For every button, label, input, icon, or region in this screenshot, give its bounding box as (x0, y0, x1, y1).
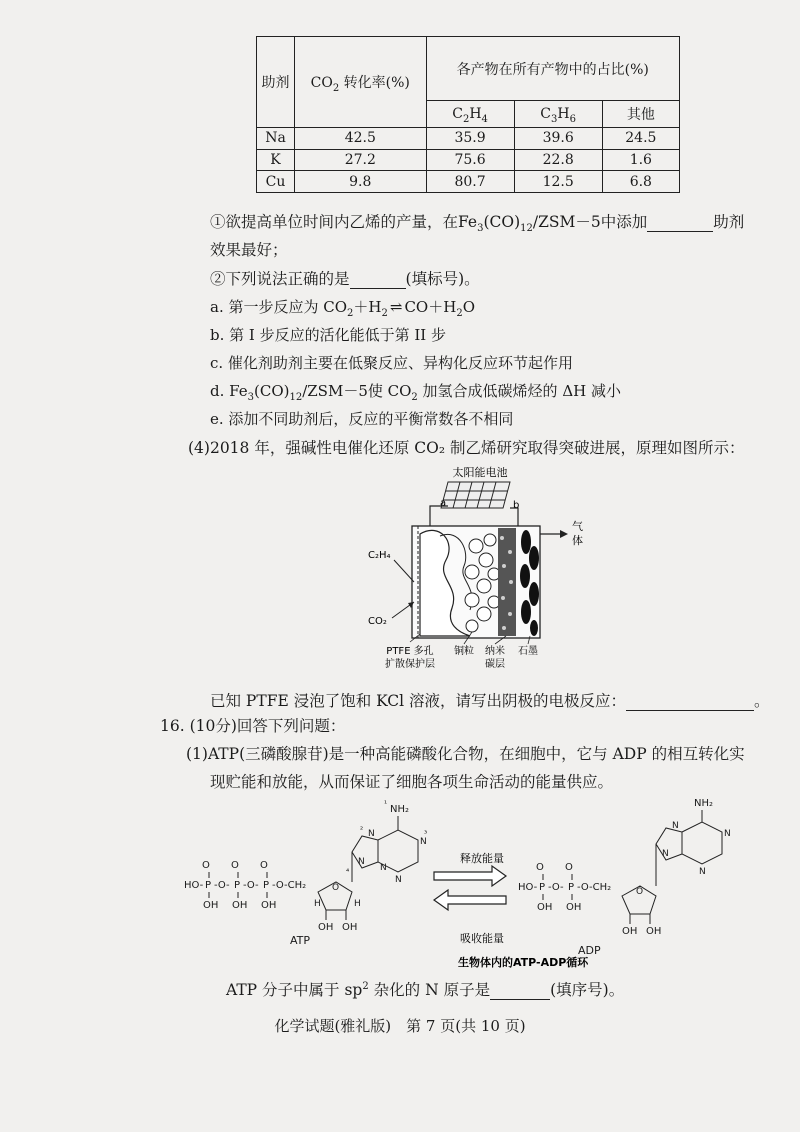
answer-blank-1[interactable] (647, 231, 713, 232)
catalyst-data-table (256, 36, 680, 193)
cell-c2h4: 75.6 (426, 149, 514, 171)
svg-text:O: O (202, 860, 210, 871)
cell-catalyst: K (257, 149, 295, 171)
cell-conversion: 9.8 (295, 171, 427, 193)
terminal-b-label: b (513, 500, 520, 511)
svg-text:-O-: -O- (214, 880, 230, 891)
cell-other: 6.8 (602, 171, 679, 193)
gas-label-2: 体 (572, 534, 583, 547)
n-label-3: ³ (424, 829, 428, 838)
svg-text:P: P (205, 880, 212, 891)
answer-blank-2[interactable] (350, 288, 406, 289)
cell-other: 1.6 (602, 149, 679, 171)
graphite-label: 石墨 (518, 646, 538, 657)
svg-text:OH: OH (318, 922, 334, 933)
answer-blank-cathode[interactable] (626, 710, 754, 711)
svg-text:N: N (699, 867, 706, 877)
question-2: ②下列说法正确的是 (填标号)。 (210, 270, 480, 288)
svg-text:H: H (314, 899, 321, 909)
header-conversion: $CO_2$ 转化率(%) (295, 37, 427, 128)
reverse-arrow (434, 890, 506, 910)
ptfe-label-2: 扩散保护层 (385, 659, 435, 670)
svg-text:OH: OH (203, 900, 219, 911)
nano-label-1: 纳米 (485, 646, 505, 657)
question-1-line2: 效果最好； (210, 241, 288, 259)
svg-text:N: N (368, 829, 375, 839)
cell-c2h4: 35.9 (426, 127, 514, 149)
cathode-question: 已知 PTFE 浸泡了饱和 KCl 溶液，请写出阴极的电极反应： 。 (210, 692, 770, 710)
terminal-a-label: a (440, 498, 447, 509)
cell-other: 24.5 (602, 127, 679, 149)
electrocatalysis-figure (360, 462, 600, 684)
solar-panel-icon (441, 482, 510, 508)
option-b: b. 第 I 步反应的活化能低于第 II 步 (210, 326, 446, 344)
release-energy-label: 释放能量 (460, 852, 504, 865)
svg-text:N: N (358, 857, 365, 867)
question-16-para-line1: (1)ATP(三磷酸腺苷)是一种高能磷酸化合物，在细胞中，它与 ADP 的相互转化实 (186, 745, 745, 763)
svg-text:O: O (565, 862, 573, 873)
question-4: (4)2018 年，强碱性电催化还原 CO₂ 制乙烯研究取得突破进展，原理如图所示： (188, 439, 745, 457)
svg-text:OH: OH (537, 902, 553, 913)
svg-text:-O-: -O- (548, 882, 564, 893)
option-e: e. 添加不同助剂后，反应的平衡常数各不相同 (210, 410, 514, 428)
forward-arrow (434, 866, 506, 886)
header-c2h4: $C_2H_4$ (426, 101, 514, 128)
nano-label-2: 碳层 (485, 659, 505, 670)
svg-text:OH: OH (622, 926, 638, 937)
header-catalyst: 助剂 (257, 37, 295, 128)
svg-text:P: P (539, 882, 546, 893)
co2-label: CO₂ (368, 616, 387, 627)
header-other: 其他 (602, 101, 679, 128)
page-footer: 化学试题(雅礼版) 第 7 页(共 10 页) (274, 1017, 526, 1035)
n-label-1: ¹ (384, 799, 388, 808)
cell-c3h6: 39.6 (514, 127, 602, 149)
svg-text:N: N (420, 837, 427, 847)
answer-blank-sp2[interactable] (490, 999, 550, 1000)
cell-catalyst: Na (257, 127, 295, 149)
cell-conversion: 27.2 (295, 149, 427, 171)
svg-text:O: O (536, 862, 544, 873)
option-c: c. 催化剂助剂主要在低聚反应、异构化反应环节起作用 (210, 354, 573, 372)
gas-label-1: 气 (572, 520, 583, 533)
option-a: a. 第一步反应为 $CO_2+H_2$ ⇌ $CO+H_2O$ (210, 298, 475, 319)
svg-text:P: P (568, 882, 575, 893)
table-row (257, 127, 680, 149)
svg-text:-O-CH₂: -O-CH₂ (577, 882, 612, 893)
cycle-caption: 生物体内的ATP-ADP循环 (458, 956, 589, 969)
svg-text:N: N (662, 849, 669, 859)
cell-catalyst: Cu (257, 171, 295, 193)
svg-text:H: H (354, 899, 361, 909)
question-16-title: 16. (10分)回答下列问题： (160, 717, 346, 735)
copper-label: 铜粒 (454, 646, 474, 657)
header-c3h6: $C_3H_6$ (514, 101, 602, 128)
svg-text:OH: OH (232, 900, 248, 911)
svg-text:OH: OH (646, 926, 662, 937)
table-row (257, 171, 680, 193)
svg-text:P: P (263, 880, 270, 891)
svg-text:N: N (672, 821, 679, 831)
svg-text:OH: OH (261, 900, 277, 911)
svg-text:OH: OH (342, 922, 358, 933)
question-1-line1: ①欲提高单位时间内乙烯的产量，在$Fe_3(CO)_{12}/ZSM-5$中添加 助剂 (210, 213, 745, 235)
header-product-share: 各产物在所有产物中的占比(%) (426, 37, 679, 101)
cell-c2h4: 80.7 (426, 171, 514, 193)
ptfe-label-1: PTFE 多孔 (386, 646, 434, 657)
solar-cell-label: 太阳能电池 (452, 466, 508, 479)
question-16-para-line2: 现贮能和放能，从而保证了细胞各项生命活动的能量供应。 (210, 773, 614, 791)
cell-c3h6: 22.8 (514, 149, 602, 171)
svg-text:N: N (380, 863, 387, 873)
svg-text:O: O (636, 887, 644, 897)
svg-text:HO-: HO- (184, 880, 204, 891)
svg-text:O: O (231, 860, 239, 871)
c2h4-label: C₂H₄ (368, 550, 391, 561)
absorb-energy-label: 吸收能量 (460, 932, 504, 945)
svg-text:-O-: -O- (243, 880, 259, 891)
atp-adp-figure (180, 792, 740, 970)
cell-c3h6: 12.5 (514, 171, 602, 193)
n-label-4: ⁴ (346, 867, 350, 876)
svg-text:O: O (332, 883, 340, 893)
svg-text:N: N (395, 875, 402, 885)
option-d: d. $Fe_3(CO)_{12}/ZSM-5$使 $CO_2$ 加氢合成低碳烯烃的 ΔH 减小 (210, 382, 622, 403)
svg-text:OH: OH (566, 902, 582, 913)
svg-text:P: P (234, 880, 241, 891)
n-label-2: ² (360, 825, 364, 834)
atp-label: ATP (290, 934, 311, 947)
svg-text:-O-CH₂: -O-CH₂ (272, 880, 307, 891)
table-row (257, 149, 680, 171)
sp2-question: ATP 分子中属于 $sp^2$ 杂化的 N 原子是 (填序号)。 (226, 980, 625, 999)
adp-label: ADP (578, 944, 601, 957)
svg-text:O: O (260, 860, 268, 871)
cell-conversion: 42.5 (295, 127, 427, 149)
atp-nh2-label: NH₂ (390, 804, 410, 815)
svg-text:HO-: HO- (518, 882, 538, 893)
svg-text:N: N (724, 829, 731, 839)
adp-nh2-label: NH₂ (694, 798, 714, 809)
